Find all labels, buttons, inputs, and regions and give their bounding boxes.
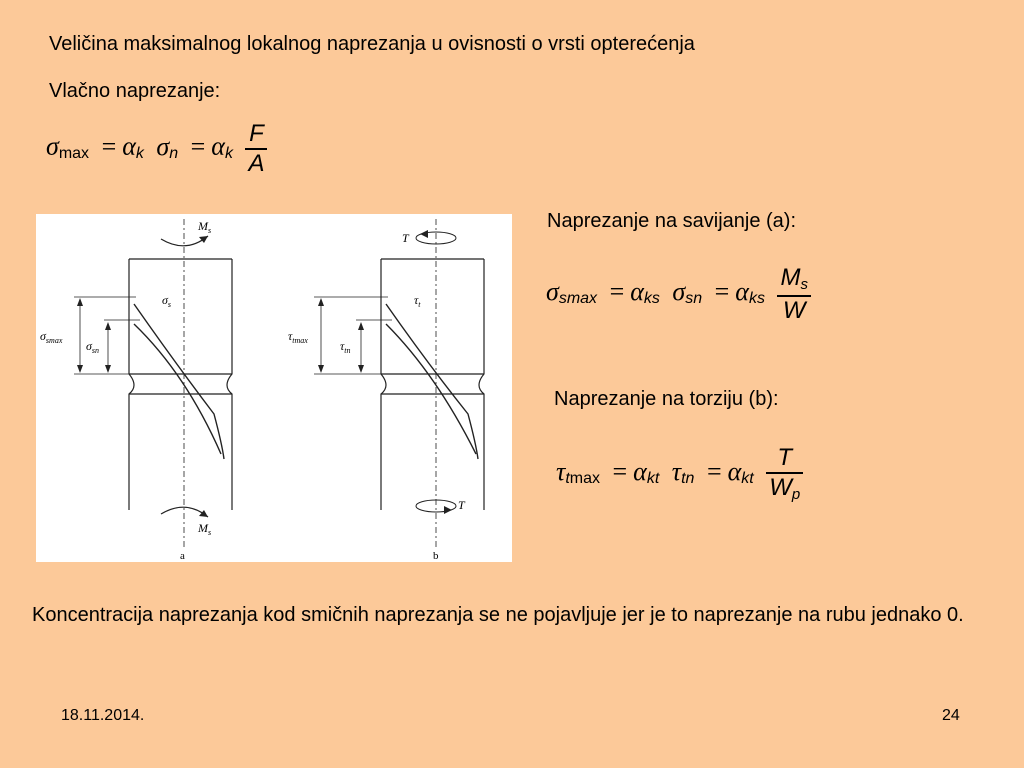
figure-label-a: a (180, 550, 185, 562)
k-subscript: k (224, 144, 233, 162)
tau-symbol: τ (671, 457, 682, 487)
tau-t-label: $\tau_t$ (414, 293, 421, 309)
ms-bottom-label: $M_s$ (198, 521, 212, 537)
alpha-symbol: α (122, 131, 136, 161)
tensile-formula (46, 120, 267, 178)
t-top-label: T (402, 231, 409, 245)
ms-top-label: $M_s$ (198, 219, 212, 235)
numerator: F (249, 120, 264, 147)
bottom-paragraph: Koncentracija naprezanja kod smičnih naprezanja se ne pojavljuje jer je to naprezanje na rubu jednako 0. (32, 604, 964, 626)
denominator: A (248, 149, 265, 177)
figure-label-b: b (433, 550, 439, 562)
fraction (766, 444, 803, 505)
equals-sign: = (101, 131, 117, 161)
slide-title: Veličina maksimalnog lokalnog naprezanja u ovisnosti o vrsti opterećenja (49, 33, 695, 55)
tensile-label: Vlačno naprezanje: (49, 80, 221, 102)
equals-sign: = (714, 277, 730, 307)
alpha-symbol: α (633, 457, 647, 487)
fraction (777, 264, 811, 325)
shaft-a-right-edge (227, 259, 232, 510)
denominator: W (782, 296, 806, 324)
alpha-symbol: α (735, 277, 749, 307)
alpha-symbol: α (630, 277, 644, 307)
sigma-symbol: σ (156, 131, 170, 161)
equals-sign: = (190, 131, 206, 161)
ks-subscript: ks (748, 290, 765, 308)
k-subscript: k (135, 144, 144, 162)
sigma-sn-label: $\sigma_{sn}$ (86, 339, 100, 355)
alpha-symbol: α (211, 131, 225, 161)
equals-sign: = (609, 277, 625, 307)
smax-subscript: smax (558, 290, 598, 308)
equals-sign: = (612, 457, 628, 487)
sigma-symbol: σ (46, 131, 59, 161)
sigma-symbol: σ (672, 277, 686, 307)
sigma-smax-label: $\sigma_{smax}$ (40, 329, 63, 345)
kt-subscript: kt (646, 470, 660, 488)
equals-sign: = (706, 457, 722, 487)
alpha-symbol: α (727, 457, 742, 487)
sigma-symbol: σ (546, 277, 559, 307)
t-bottom-label: T (458, 498, 465, 512)
figure-svg (36, 214, 512, 562)
stress-concentration-figure (36, 214, 512, 562)
footer-date: 18.11.2014. (61, 707, 145, 724)
bending-label: Naprezanje na savijanje (a): (547, 210, 797, 232)
ks-subscript: ks (643, 290, 660, 308)
tau-symbol: τ (556, 457, 566, 487)
numerator: T (777, 444, 793, 471)
torsion-label: Naprezanje na torziju (b): (554, 388, 779, 410)
bending-formula (546, 264, 811, 325)
fraction (245, 120, 267, 178)
shaft-b-right-edge (479, 259, 484, 510)
denominator: Wp (769, 473, 801, 503)
tn-subscript: tn (681, 470, 695, 488)
numerator: Ms (780, 264, 808, 293)
n-subscript: n (169, 144, 179, 162)
kt-subscript: kt (741, 470, 754, 488)
max-subscript: max (58, 144, 90, 162)
sn-subscript: sn (685, 290, 703, 308)
sigma-s-label: $\sigma_s$ (162, 293, 172, 309)
page-number: 24 (942, 707, 960, 724)
tau-tmax-label: $\tau_{tmax}$ (288, 329, 308, 345)
tau-tn-label: $\tau_{tn}$ (340, 339, 351, 355)
torsion-formula: τtmax = αkt τtn = αkt $\frac{T}{Wp}$ (556, 444, 803, 505)
